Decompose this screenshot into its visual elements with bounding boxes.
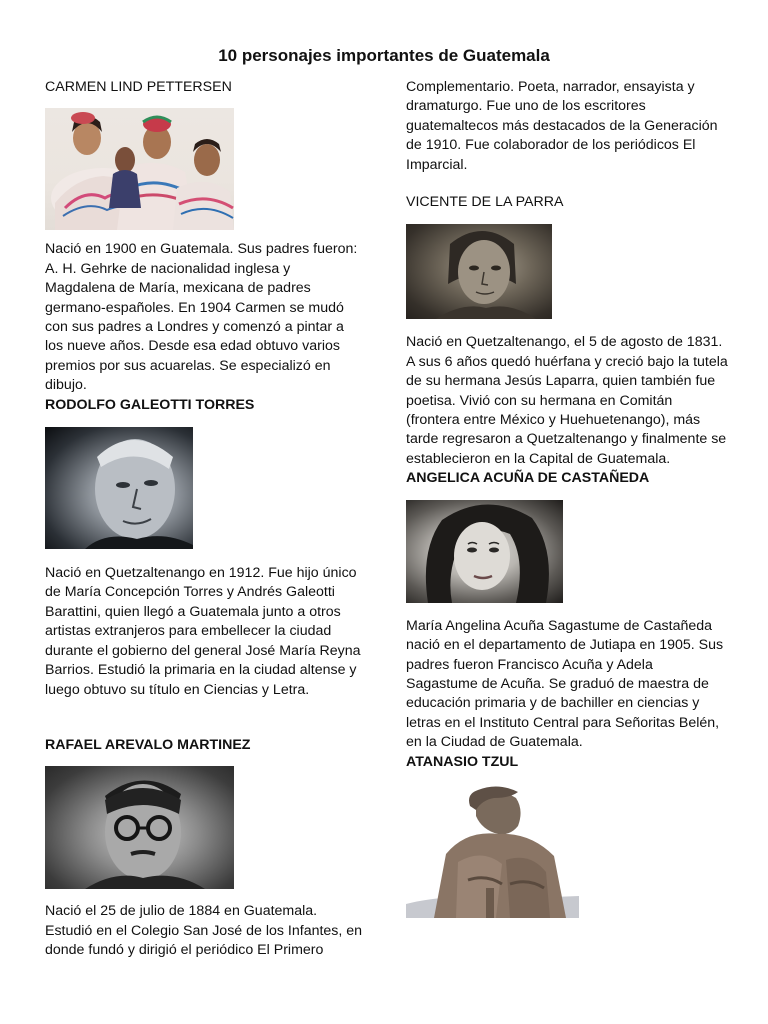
vicente-portrait-graphic [406,224,552,319]
atanasio-name: ATANASIO TZUL [406,753,519,770]
rodolfo-name: RODOLFO GALEOTTI TORRES [45,396,255,413]
rafael-portrait-graphic [45,766,234,889]
angelica-portrait-graphic [406,500,563,603]
page-title: 10 personajes importantes de Guatemala [218,46,550,65]
rodolfo-portrait-graphic [45,427,193,549]
rafael-name: RAFAEL AREVALO MARTINEZ [45,736,251,753]
angelica-name: ANGELICA ACUÑA DE CASTAÑEDA [406,470,650,487]
atanasio-statue-image [406,784,579,918]
rafael-portrait-image [45,766,234,889]
angelica-portrait-image [406,500,563,603]
carmen-painting-image [45,108,234,230]
rodolfo-bio: Nació en Quetzaltenango en 1912. Fue hijo único de María Concepción Torres y Andrés Galeotti Barattini, quien llegó a Guatemala junto a otros artistas extranjeros para embellecer la ciudad durante el gobierno del general José María Reyna Barrios. Estudió la primaria en la ciudad altense y luego obtuvo su título en Ciencias y Letra. [45,565,361,698]
rodolfo-portrait-image [45,427,193,549]
vicente-portrait-image [406,224,552,319]
atanasio-statue-graphic [406,784,579,918]
rafael-bio-continued: Complementario. Poeta, narrador, ensayista y dramaturgo. Fue uno de los escritores guatemaltecos más destacados de la Generación de 1910. Fue colaborador de los periódicos El Imparcial. [406,79,718,173]
angelica-bio: María Angelina Acuña Sagastume de Castañeda nació en el departamento de Jutiapa en 1905. Sus padres fueron Francisco Acuña y Adela Sagastume de Acuña. Se graduó de maestra de educación primaria y de bachiller en ciencias y letras en el Instituto Central para Señoritas Belén, en la Ciudad de Guatemala. [406,617,724,751]
vicente-name: VICENTE DE LA PARRA [406,194,564,211]
carmen-bio: Nació en 1900 en Guatemala. Sus padres fueron: A. H. Gehrke de nacionalidad inglesa y Magdalena de María, mexicana de padres germano-españoles. En 1904 Carmen se mudó con sus padres a Londres y comenzó a pintar a los nueve años. Desde esa edad obtuvo varios premios por sus acuarelas. Se especializó en dibujo. [45,241,358,394]
carmen-painting-graphic [45,108,234,230]
rafael-bio: Nació el 25 de julio de 1884 en Guatemala. Estudió en el Colegio San José de los Infantes, en donde fundó y dirigió el periódico El Primero [45,903,363,959]
vicente-bio: Nació en Quetzaltenango, el 5 de agosto de 1831. A sus 6 años quedó huérfana y creció bajo la tutela de su hermana Jesús Laparra, quien también fue poetisa. Vivió con su hermana en Comitán (frontera entre México y Huehuetenango), más tarde regresaron a Quetzaltenango y finalmente se establecieron en la Capital de Guatemala. [406,334,728,467]
carmen-name: CARMEN LIND PETTERSEN [45,79,232,95]
right-column [406,78,728,918]
left-column [45,78,363,961]
